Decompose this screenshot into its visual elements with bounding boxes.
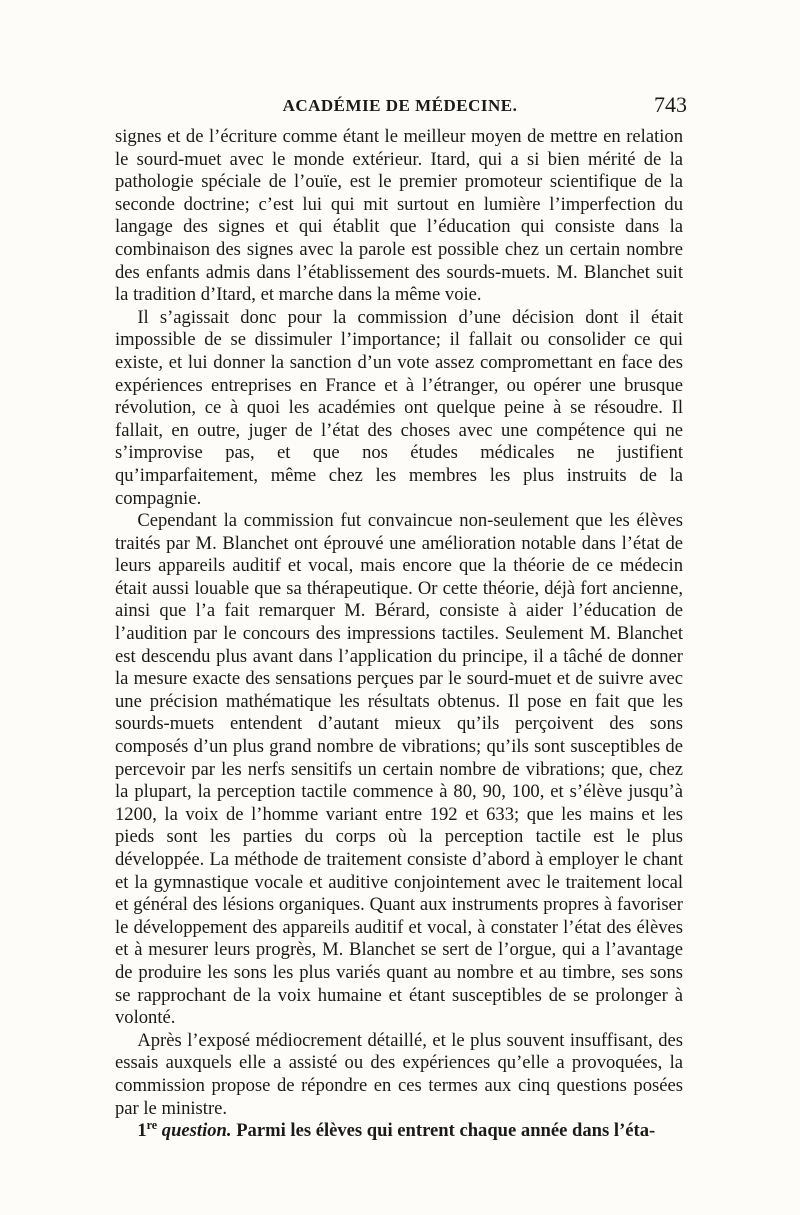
question-number: 1: [137, 1120, 147, 1142]
question-ordinal-suffix: re: [146, 1117, 158, 1132]
question-text: Parmi les élèves qui entrent chaque année dans l’éta-: [236, 1120, 656, 1142]
paragraph-4: Après l’exposé médiocrement détaillé, et le plus souvent insuffisant, des essais auxquels elle a assisté ou des expériences qu’elle a provoquées, la commission propose de répondre en ces termes aux cinq questions posées par le ministre.: [115, 1029, 683, 1119]
paragraph-2: Il s’agissait donc pour la commission d’une décision dont il était impossible de se dissimuler l’importance; il fallait ou consolider ce qui existe, et lui donner la sanction d’un vote assez compromettant en face des expériences entreprises en France et à l’étranger, ou opérer une brusque révolution, ce à quoi les académies ont quelque peine à se résoudre. Il fallait, en outre, juger de l’état des choses avec une compétence qui ne s’improvise pas, et que nos études médicales ne justifient qu’imparfaitement, même chez les membres les plus instruits de la compagnie.: [115, 306, 683, 509]
page-header: [113, 92, 687, 120]
page-number: 743: [654, 92, 687, 117]
paragraph-1: signes et de l’écriture comme étant le meilleur moyen de mettre en relation le sourd-muet avec le monde extérieur. Itard, qui a si bien mérité de la pathologie spéciale de l’ouïe, est le premier promoteur scientifique de la seconde doctrine; c’est lui qui mit surtout en lumière l’imperfection du langage des signes et qui établit que l’éducation qui consiste dans la combinaison des signes avec la parole est possible chez un certain nombre des enfants admis dans l’établissement des sourds-muets. M. Blanchet suit la tradition d’Itard, et marche dans la même voie.: [115, 126, 683, 306]
paragraph-3: Cependant la commission fut convaincue non-seulement que les élèves traités par M. Blanchet ont éprouvé une amélioration notable dans l’état de leurs appareils auditif et vocal, mais encore que la théorie de ce médecin était aussi louable que sa thérapeutique. Or cette théorie, déjà fort ancienne, ainsi que l’a fait remarquer M. Bérard, consiste à aider l’éducation de l’audition par le concours des impressions tactiles. Seulement M. Blanchet est descendu plus avant dans l’application du principe, il a tâché de donner la mesure exacte des sensations perçues par le sourd-muet et de suivre avec une précision mathématique les résultats obtenus. Il pose en fait que les sourds-muets entendent d’autant mieux qu’ils perçoivent des sons composés d’un plus grand nombre de vibrations; qu’ils sont susceptibles de percevoir par les nerfs sensitifs un certain nombre de vibrations; que, chez la plupart, la perception tactile commence à 80, 90, 100, et s’élève jusqu’à 1200, la voix de l’homme variant entre 192 et 633; que les mains et les pieds sont les parties du corps où la perception tactile est le plus développée. La méthode de traitement consiste d’abord à employer le chant et la gymnastique vocale et auditive conjointement avec le traitement local et général des lésions organiques. Quant aux instruments propres à favoriser le développement des appareils auditif et vocal, à constater l’état des élèves et à mesurer leurs progrès, M. Blanchet se sert de l’orgue, qui a l’avantage de produire les sons les plus variés quant au nombre et au timbre, ses sons se rapprochant de la voix humaine et étant susceptibles de se prolonger à volonté.: [115, 510, 683, 1029]
question-word: question.: [161, 1120, 232, 1142]
body-text: [115, 126, 683, 1143]
running-head: ACADÉMIE DE MÉDECINE.: [282, 96, 518, 115]
question-paragraph: [115, 1117, 683, 1143]
question-label: [137, 1117, 232, 1142]
